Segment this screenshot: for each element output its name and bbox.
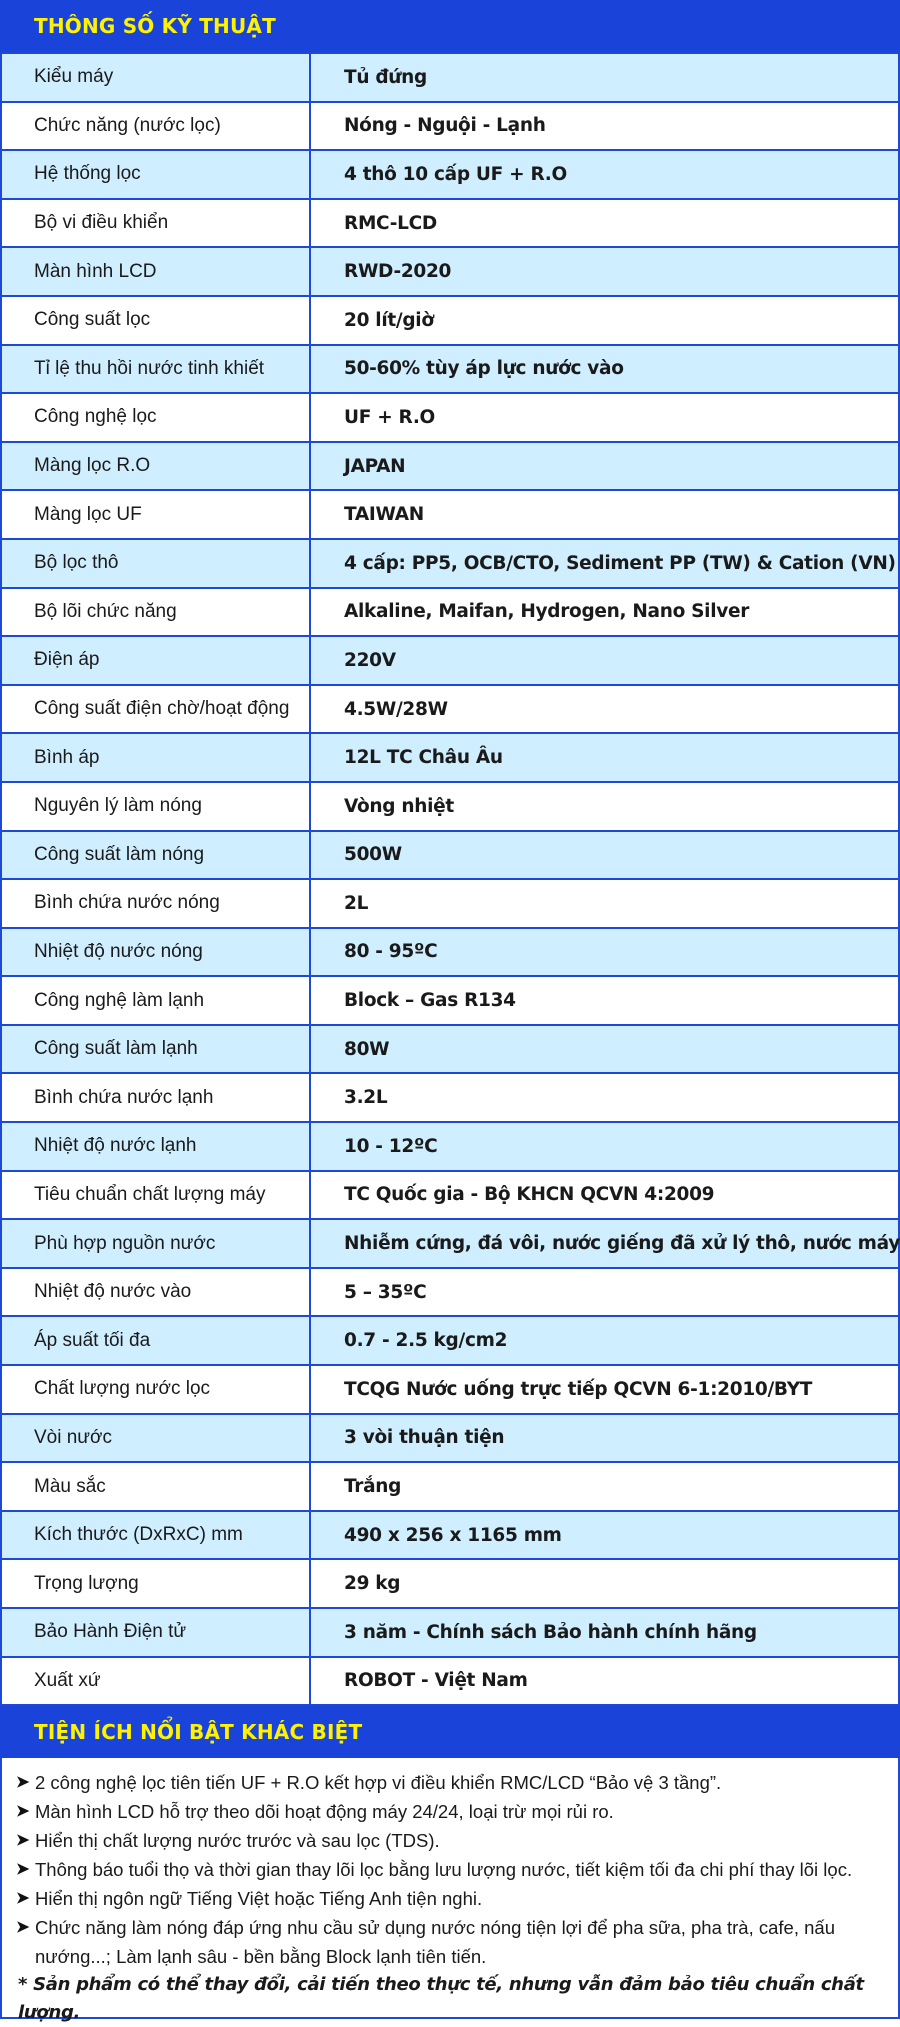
spec-value: Tủ đứng xyxy=(310,53,899,102)
spec-value: 4.5W/28W xyxy=(310,685,899,734)
spec-label: Chất lượng nước lọc xyxy=(1,1365,310,1414)
table-row xyxy=(1,393,899,442)
spec-label: Bình chứa nước nóng xyxy=(1,879,310,928)
table-row xyxy=(1,782,899,831)
table-row xyxy=(1,1414,899,1463)
spec-value: 0.7 - 2.5 kg/cm2 xyxy=(310,1316,899,1365)
table-row xyxy=(1,1171,899,1220)
table-row xyxy=(1,1559,899,1608)
spec-label: Bảo Hành Điện tử xyxy=(1,1608,310,1657)
spec-label: Điện áp xyxy=(1,636,310,685)
spec-value: Nóng - Nguội - Lạnh xyxy=(310,102,899,151)
spec-value: TCQG Nước uống trực tiếp QCVN 6-1:2010/BYT xyxy=(310,1365,899,1414)
spec-value: Nhiễm cứng, đá vôi, nước giếng đã xử lý thô, nước máy xyxy=(310,1219,899,1268)
chevron-right-icon: ➤ xyxy=(16,1803,30,1821)
spec-label: Nhiệt độ nước nóng xyxy=(1,928,310,977)
feature-list xyxy=(16,1768,884,1971)
spec-value: ROBOT - Việt Nam xyxy=(310,1657,899,1706)
specs-header: THÔNG SỐ KỸ THUẬT xyxy=(0,0,900,52)
spec-value: 20 lít/giờ xyxy=(310,296,899,345)
spec-label: Bộ vi điều khiển xyxy=(1,199,310,248)
spec-value: 10 - 12ºC xyxy=(310,1122,899,1171)
table-row xyxy=(1,247,899,296)
spec-value: 3 vòi thuận tiện xyxy=(310,1414,899,1463)
spec-label: Áp suất tối đa xyxy=(1,1316,310,1365)
spec-label: Màng lọc UF xyxy=(1,490,310,539)
spec-label: Xuất xứ xyxy=(1,1657,310,1706)
spec-value: RWD-2020 xyxy=(310,247,899,296)
spec-value: 80 - 95ºC xyxy=(310,928,899,977)
table-row xyxy=(1,879,899,928)
spec-label: Màng lọc R.O xyxy=(1,442,310,491)
table-row xyxy=(1,1365,899,1414)
spec-value: 2L xyxy=(310,879,899,928)
spec-value: 4 thô 10 cấp UF + R.O xyxy=(310,150,899,199)
feature-text: Chức năng làm nóng đáp ứng nhu cầu sử dụng nước nóng tiện lợi để pha sữa, pha trà, cafe, nấu nướng...; Làm lạnh sâu - bền bằng Block lạnh tiên tiến. xyxy=(35,1917,835,1968)
table-row xyxy=(1,1122,899,1171)
spec-label: Hệ thống lọc xyxy=(1,150,310,199)
spec-value: 500W xyxy=(310,831,899,880)
spec-label: Vòi nước xyxy=(1,1414,310,1463)
table-row xyxy=(1,345,899,394)
table-row xyxy=(1,539,899,588)
spec-label: Chức năng (nước lọc) xyxy=(1,102,310,151)
spec-value: UF + R.O xyxy=(310,393,899,442)
spec-label: Công suất lọc xyxy=(1,296,310,345)
list-item xyxy=(16,1884,884,1913)
disclaimer-note: * Sản phẩm có thể thay đổi, cải tiến theo thực tế, nhưng vẫn đảm bảo tiêu chuẩn chất lượng. xyxy=(18,1974,864,2024)
spec-value: 80W xyxy=(310,1025,899,1074)
spec-value: Block – Gas R134 xyxy=(310,976,899,1025)
list-item xyxy=(16,1855,884,1884)
spec-label: Công nghệ lọc xyxy=(1,393,310,442)
spec-label: Công suất làm lạnh xyxy=(1,1025,310,1074)
spec-label: Bộ lõi chức năng xyxy=(1,588,310,637)
feature-text: Hiển thị chất lượng nước trước và sau lọc (TDS). xyxy=(35,1830,440,1852)
spec-value: 220V xyxy=(310,636,899,685)
spec-value: 50-60% tùy áp lực nước vào xyxy=(310,345,899,394)
feature-text: 2 công nghệ lọc tiên tiến UF + R.O kết hợp vi điều khiển RMC/LCD “Bảo vệ 3 tầng”. xyxy=(35,1772,722,1794)
table-row xyxy=(1,1657,899,1706)
spec-value: TAIWAN xyxy=(310,490,899,539)
table-row xyxy=(1,831,899,880)
feature-text: Màn hình LCD hỗ trợ theo dõi hoạt động máy 24/24, loại trừ mọi rủi ro. xyxy=(35,1801,614,1823)
spec-label: Kiểu máy xyxy=(1,53,310,102)
table-row xyxy=(1,102,899,151)
spec-value: 490 x 256 x 1165 mm xyxy=(310,1511,899,1560)
table-row xyxy=(1,1268,899,1317)
table-row xyxy=(1,636,899,685)
table-row xyxy=(1,928,899,977)
table-row xyxy=(1,1316,899,1365)
spec-label: Nhiệt độ nước lạnh xyxy=(1,1122,310,1171)
list-item xyxy=(16,1797,884,1826)
spec-label: Công suất làm nóng xyxy=(1,831,310,880)
spec-value: 4 cấp: PP5, OCB/CTO, Sediment PP (TW) & Cation (VN) xyxy=(310,539,899,588)
spec-label: Trọng lượng xyxy=(1,1559,310,1608)
chevron-right-icon: ➤ xyxy=(16,1919,30,1937)
spec-label: Bình chứa nước lạnh xyxy=(1,1073,310,1122)
spec-value: JAPAN xyxy=(310,442,899,491)
spec-label: Tỉ lệ thu hồi nước tinh khiết xyxy=(1,345,310,394)
table-row xyxy=(1,199,899,248)
spec-value: Vòng nhiệt xyxy=(310,782,899,831)
features-box xyxy=(0,1758,900,2024)
spec-value: Trắng xyxy=(310,1462,899,1511)
spec-label: Phù hợp nguồn nước xyxy=(1,1219,310,1268)
table-row xyxy=(1,1025,899,1074)
list-item xyxy=(16,1768,884,1797)
table-row xyxy=(1,296,899,345)
spec-label: Bình áp xyxy=(1,733,310,782)
spec-label: Nguyên lý làm nóng xyxy=(1,782,310,831)
spec-label: Tiêu chuẩn chất lượng máy xyxy=(1,1171,310,1220)
chevron-right-icon: ➤ xyxy=(16,1890,30,1908)
spec-table xyxy=(0,52,900,1706)
spec-value: 5 – 35ºC xyxy=(310,1268,899,1317)
features-header: TIỆN ÍCH NỔI BẬT KHÁC BIỆT xyxy=(0,1706,900,1758)
table-row xyxy=(1,733,899,782)
table-row xyxy=(1,1073,899,1122)
list-item xyxy=(16,1826,884,1855)
list-item xyxy=(16,1913,884,1971)
table-row xyxy=(1,150,899,199)
feature-text: Thông báo tuổi thọ và thời gian thay lõi lọc bằng lưu lượng nước, tiết kiệm tối đa chi phí thay lõi lọc. xyxy=(35,1859,853,1881)
spec-label: Bộ lọc thô xyxy=(1,539,310,588)
spec-label: Công nghệ làm lạnh xyxy=(1,976,310,1025)
table-row xyxy=(1,1608,899,1657)
table-row xyxy=(1,1462,899,1511)
spec-label: Kích thước (DxRxC) mm xyxy=(1,1511,310,1560)
spec-value: 29 kg xyxy=(310,1559,899,1608)
table-row xyxy=(1,53,899,102)
chevron-right-icon: ➤ xyxy=(16,1832,30,1850)
spec-label: Màu sắc xyxy=(1,1462,310,1511)
feature-text: Hiển thị ngôn ngữ Tiếng Việt hoặc Tiếng Anh tiện nghi. xyxy=(35,1888,483,1910)
table-row xyxy=(1,1511,899,1560)
spec-value: 12L TC Châu Âu xyxy=(310,733,899,782)
spec-value: RMC-LCD xyxy=(310,199,899,248)
spec-label: Màn hình LCD xyxy=(1,247,310,296)
spec-value: TC Quốc gia - Bộ KHCN QCVN 4:2009 xyxy=(310,1171,899,1220)
table-row xyxy=(1,588,899,637)
spec-table-body xyxy=(1,53,899,1705)
chevron-right-icon: ➤ xyxy=(16,1774,30,1792)
table-row xyxy=(1,490,899,539)
spec-value: Alkaline, Maifan, Hydrogen, Nano Silver xyxy=(310,588,899,637)
table-row xyxy=(1,976,899,1025)
table-row xyxy=(1,685,899,734)
spec-label: Nhiệt độ nước vào xyxy=(1,1268,310,1317)
table-row xyxy=(1,1219,899,1268)
spec-value: 3.2L xyxy=(310,1073,899,1122)
chevron-right-icon: ➤ xyxy=(16,1861,30,1879)
spec-value: 3 năm - Chính sách Bảo hành chính hãng xyxy=(310,1608,899,1657)
table-row xyxy=(1,442,899,491)
spec-label: Công suất điện chờ/hoạt động xyxy=(1,685,310,734)
